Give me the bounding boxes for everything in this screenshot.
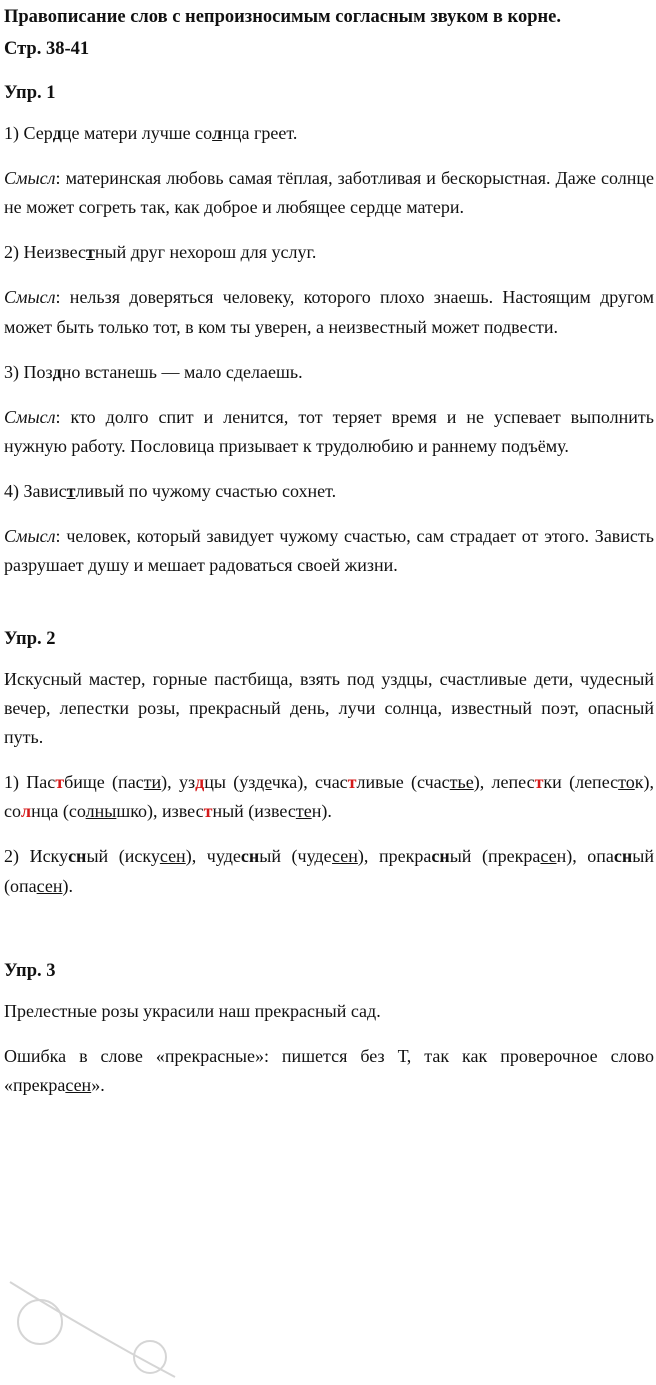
meaning-2: Смысл: нельзя доверяться человеку, которого плохо знаешь. Настоящим другом может быть только тот, в ком ты уверен, а неизвестный может подвести. — [4, 287, 654, 337]
exercise-3-explanation: Ошибка в слове «прекрасные»: пишется без Т, так как проверочное слово «прекрасен». — [4, 1045, 654, 1095]
meaning-1: Смысл: материнская любовь самая тёплая, заботливая и бескорыстная. Даже солнце не может согреть так, как доброе и любящее сердце матери. — [4, 167, 654, 218]
exercise-1-heading: Упр. 1 — [4, 82, 56, 103]
proverb-2: 2) Неизвестный друг нехорош для услуг. — [4, 242, 317, 263]
proverb-1: 1) Сердце матери лучше солнца греет. — [4, 122, 298, 143]
exercise-2-group-1: 1) Пастбище (пасти), уздцы (уздечка), счастливые (счастье), лепестки (лепесток), солнца (солнышко), известный (известен). — [4, 772, 655, 822]
watermark-logo — [0, 1262, 180, 1385]
exercise-2-group-2: 2) Искусный (искусен), чудесный (чудесен), прекрасный (прекрасен), опасный (опасен). — [4, 846, 654, 896]
exercise-3-sentence: Прелестные розы украсили наш прекрасный сад. — [4, 1000, 381, 1021]
meaning-3: Смысл: кто долго спит и ленится, тот теряет время и не успевает выполнить нужную работу. Пословица призывает к трудолюбию и раннему подъёму. — [4, 406, 654, 456]
page-title: Правописание слов с непроизносимым согласным звуком в корне. — [4, 7, 561, 27]
exercise-2-intro: Искусный мастер, горные пастбища, взять под уздцы, счастливые дети, чудесный вечер, лепестки розы, прекрасный день, лучи солнца, известный поэт, опасный путь. — [4, 668, 654, 747]
exercise-2-heading: Упр. 2 — [4, 628, 56, 649]
proverb-4: 4) Завистливый по чужому счастью сохнет. — [4, 481, 337, 502]
exercise-3-heading: Упр. 3 — [4, 960, 56, 981]
page-range: Стр. 38-41 — [4, 38, 90, 59]
proverb-3: 3) Поздно встанешь — мало сделаешь. — [4, 361, 303, 382]
meaning-4: Смысл: человек, который завидует чужому счастью, сам страдает от этого. Зависть разрушает душу и мешает радоваться своей жизни. — [4, 526, 654, 576]
document — [4, 4, 654, 1116]
